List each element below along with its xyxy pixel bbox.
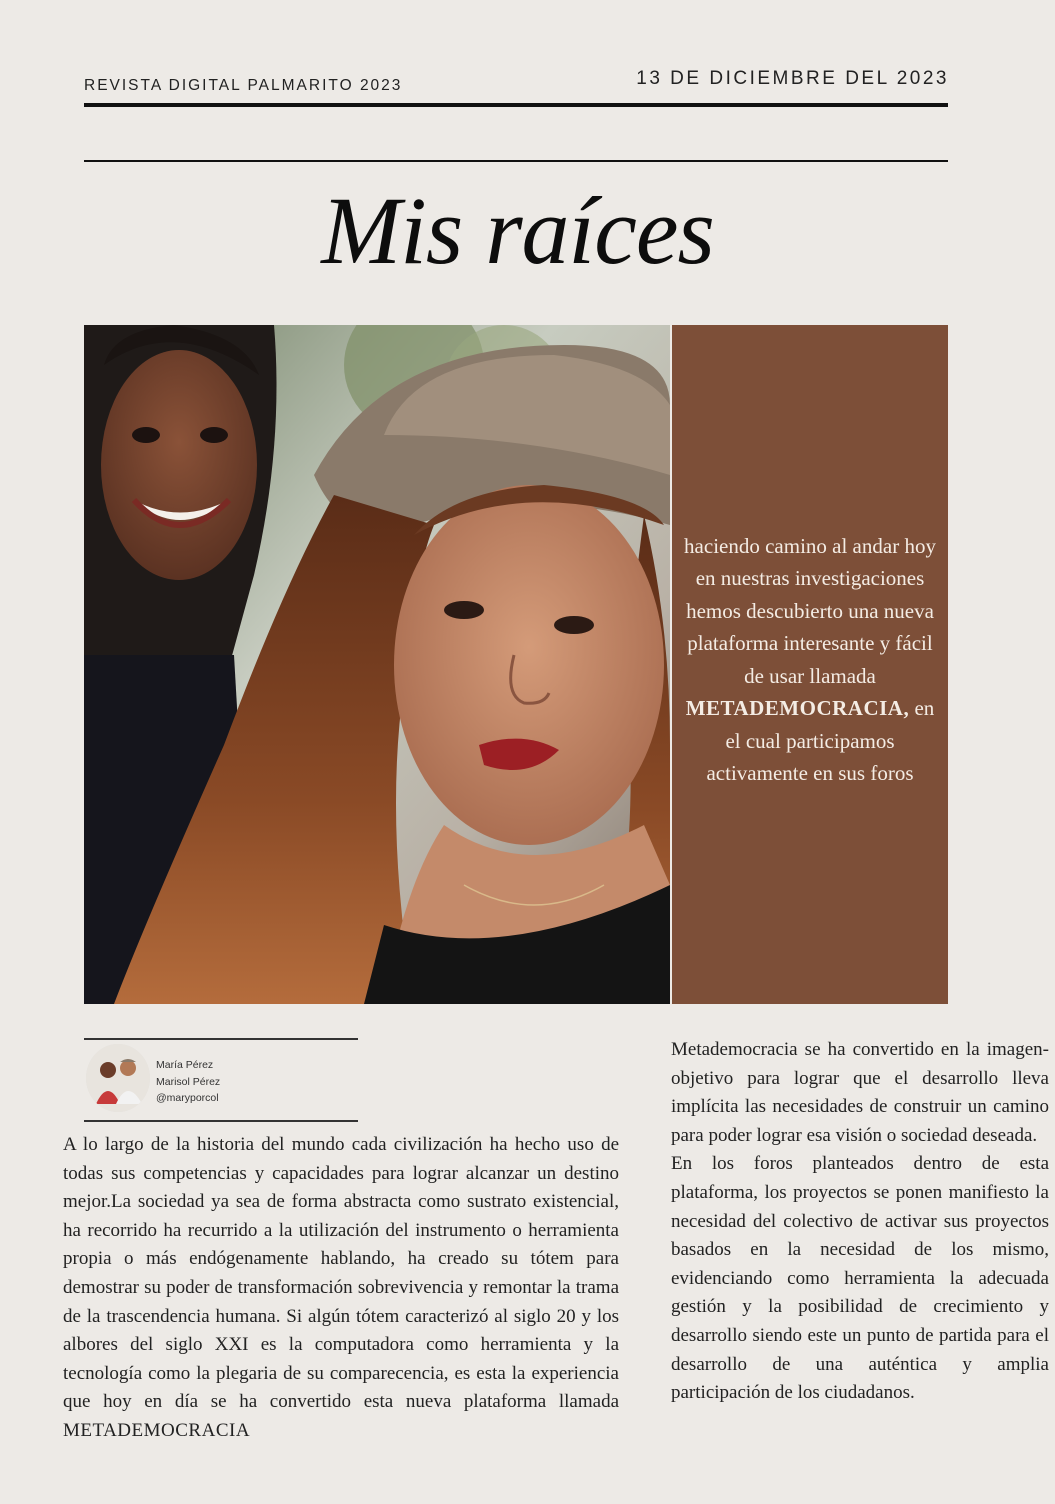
quote-highlight: METADEMOCRACIA, [685,696,910,720]
avatar-photo-icon [86,1044,150,1112]
right-column [671,1036,1049,1408]
left-paragraph: A lo largo de la historia del mundo cada civilización ha hecho uso de todas sus competencias y capacidades para lograr alcanzar un destino mejor.La sociedad ya sea de forma abstracta como sustrato existencial, ha recorrido ha recurrido a la utilización del instrumento o herramienta propia o más endógenamente hablando, ha creado su tótem para demostrar su poder de transformación sobrevivencia y remontar la trama de la trascendencia humana. Si algún tótem caracterizó al siglo 20 y los albores del siglo XXI es la computadora como herramienta y la tecnología como la plegaria de su comparecencia, es esta la experiencia que hoy en día se ha convertido esta nueva plataforma llamada [63,1134,619,1413]
quote-text [678,530,942,790]
portrait-photo [84,325,670,1004]
author-handle: @maryporcol [156,1092,219,1104]
right-paragraph-1: Metademocracia se ha convertido en la imagen-objetivo para lograr que el desarrollo lleva implícita las necesidades de construir un camino para poder lograr esa visión o sociedad deseada. [671,1039,1049,1146]
left-closing-word: METADEMOCRACIA [63,1419,251,1441]
left-column [63,1131,619,1446]
masthead-rule [84,103,948,107]
quote-text-outro: en el cual participamos activamente en sus foros [706,696,935,785]
right-paragraph-2: En los foros planteados dentro de esta plataforma, los proyectos se ponen manifiesto la necesidad del colectivo de activar sus proyectos basados en la necesidad de los mismo, evidenciando como herramienta la adecuada gestión y la posibilidad de crecimiento y desarrollo siendo este un punto de partida para el desarrollo de una auténtica y amplia participación de los ciudadanos. [671,1153,1049,1404]
author-name-2: Marisol Pérez [156,1075,221,1088]
avatar [86,1044,150,1112]
quote-panel [672,325,948,1004]
author-rule-bottom [84,1120,358,1122]
author-name-1: María Pérez [156,1059,214,1071]
quote-text-intro: haciendo camino al andar hoy en nuestras investigaciones hemos descubierto una nueva plataforma interesante y fácil de usar llamada [684,533,936,688]
portrait-photo-two-women-icon [84,325,670,1004]
issue-date: 13 DE DICIEMBRE DEL 2023 [636,68,949,89]
publication-name: REVISTA DIGITAL PALMARITO 2023 [84,77,403,94]
author-rule-top [84,1038,358,1040]
author-credits [156,1057,220,1107]
title-rule [84,160,948,162]
article-title: Mis raíces [321,177,714,284]
